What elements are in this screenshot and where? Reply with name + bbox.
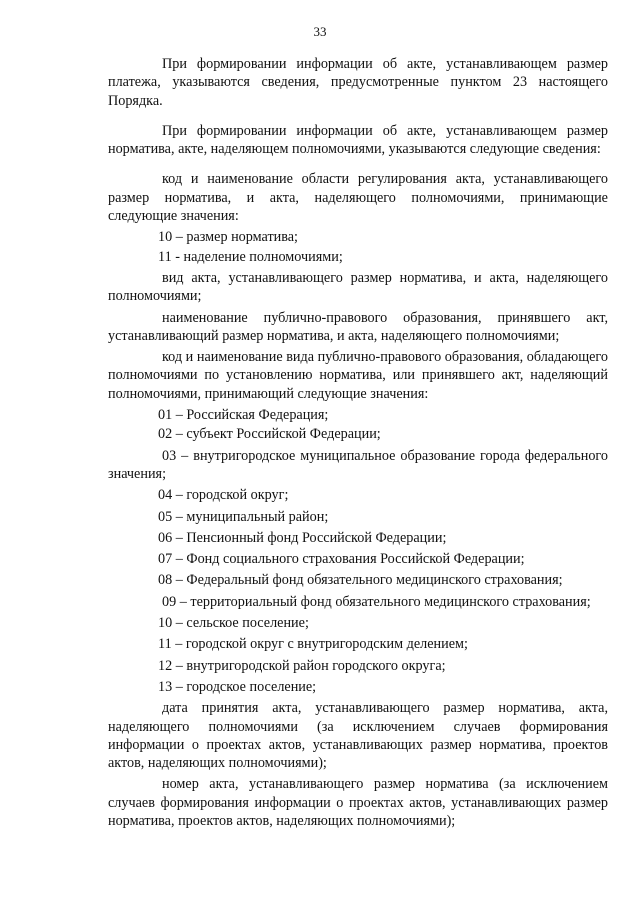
code-item: 02 – субъект Российской Федерации; <box>158 426 381 443</box>
code-item: 07 – Фонд социального страхования Российской Федерации; <box>158 551 525 568</box>
page-number: 33 <box>313 24 327 39</box>
code-item: 03 – внутригородское муниципальное образование города федерального значения; <box>108 447 608 482</box>
paragraph: При формировании информации об акте, устанавливающем размер платежа, указываются сведения, предусмотренные пунктом 23 настоящего Порядка. <box>108 56 608 109</box>
code-item: 13 – городское поселение; <box>158 678 317 695</box>
code-item: 12 – внутригородской район городского округа; <box>158 657 446 674</box>
code-item: 11 - наделение полномочиями; <box>158 248 343 265</box>
code-item: 11 – городской округ с внутригородским делением; <box>158 636 468 653</box>
document-body <box>108 55 608 833</box>
code-item: 10 – сельское поселение; <box>158 615 309 632</box>
paragraph: При формировании информации об акте, устанавливающем размер норматива, акте, наделяющем полномочиями, указываются следующие сведения: <box>108 122 608 158</box>
code-item: 05 – муниципальный район; <box>158 508 329 525</box>
paragraph: код и наименование вида публично-правового образования, обладающего полномочиями по установлению норматива, или принявшего акт, наделяющий полномочиями, принимающий следующие значения: <box>108 349 608 402</box>
code-item: 04 – городской округ; <box>158 487 289 504</box>
code-item: 09 – территориальный фонд обязательного медицинского страхования; <box>162 593 591 610</box>
code-item: 06 – Пенсионный фонд Российской Федерации; <box>158 529 447 546</box>
paragraph: наименование публично-правового образования, принявшего акт, устанавливающий размер норматива, и акта, наделяющего полномочиями; <box>108 309 608 344</box>
paragraph: номер акта, устанавливающего размер норматива (за исключением случаев формирования информации о проектах актов, устанавливающих размер норматива, проектов актов, наделяющих полномочиями); <box>108 776 608 829</box>
code-item: 08 – Федеральный фонд обязательного медицинского страхования; <box>158 572 563 589</box>
paragraph: дата принятия акта, устанавливающего размер норматива, акта, наделяющего полномочиями (за исключением случаев формирования информации о проектах актов, устанавливающих размер норматива, проектов актов, наделяющих полномочиями); <box>108 700 608 772</box>
paragraph: вид акта, устанавливающего размер норматива, и акта, наделяющего полномочиями; <box>108 269 608 305</box>
paragraph: код и наименование области регулирования акта, устанавливающего размер норматива, и акта, наделяющего полномочиями, принимающие следующие значения: <box>108 171 608 225</box>
code-item: 10 – размер норматива; <box>158 229 299 246</box>
code-item: 01 – Российская Федерация; <box>158 407 329 424</box>
